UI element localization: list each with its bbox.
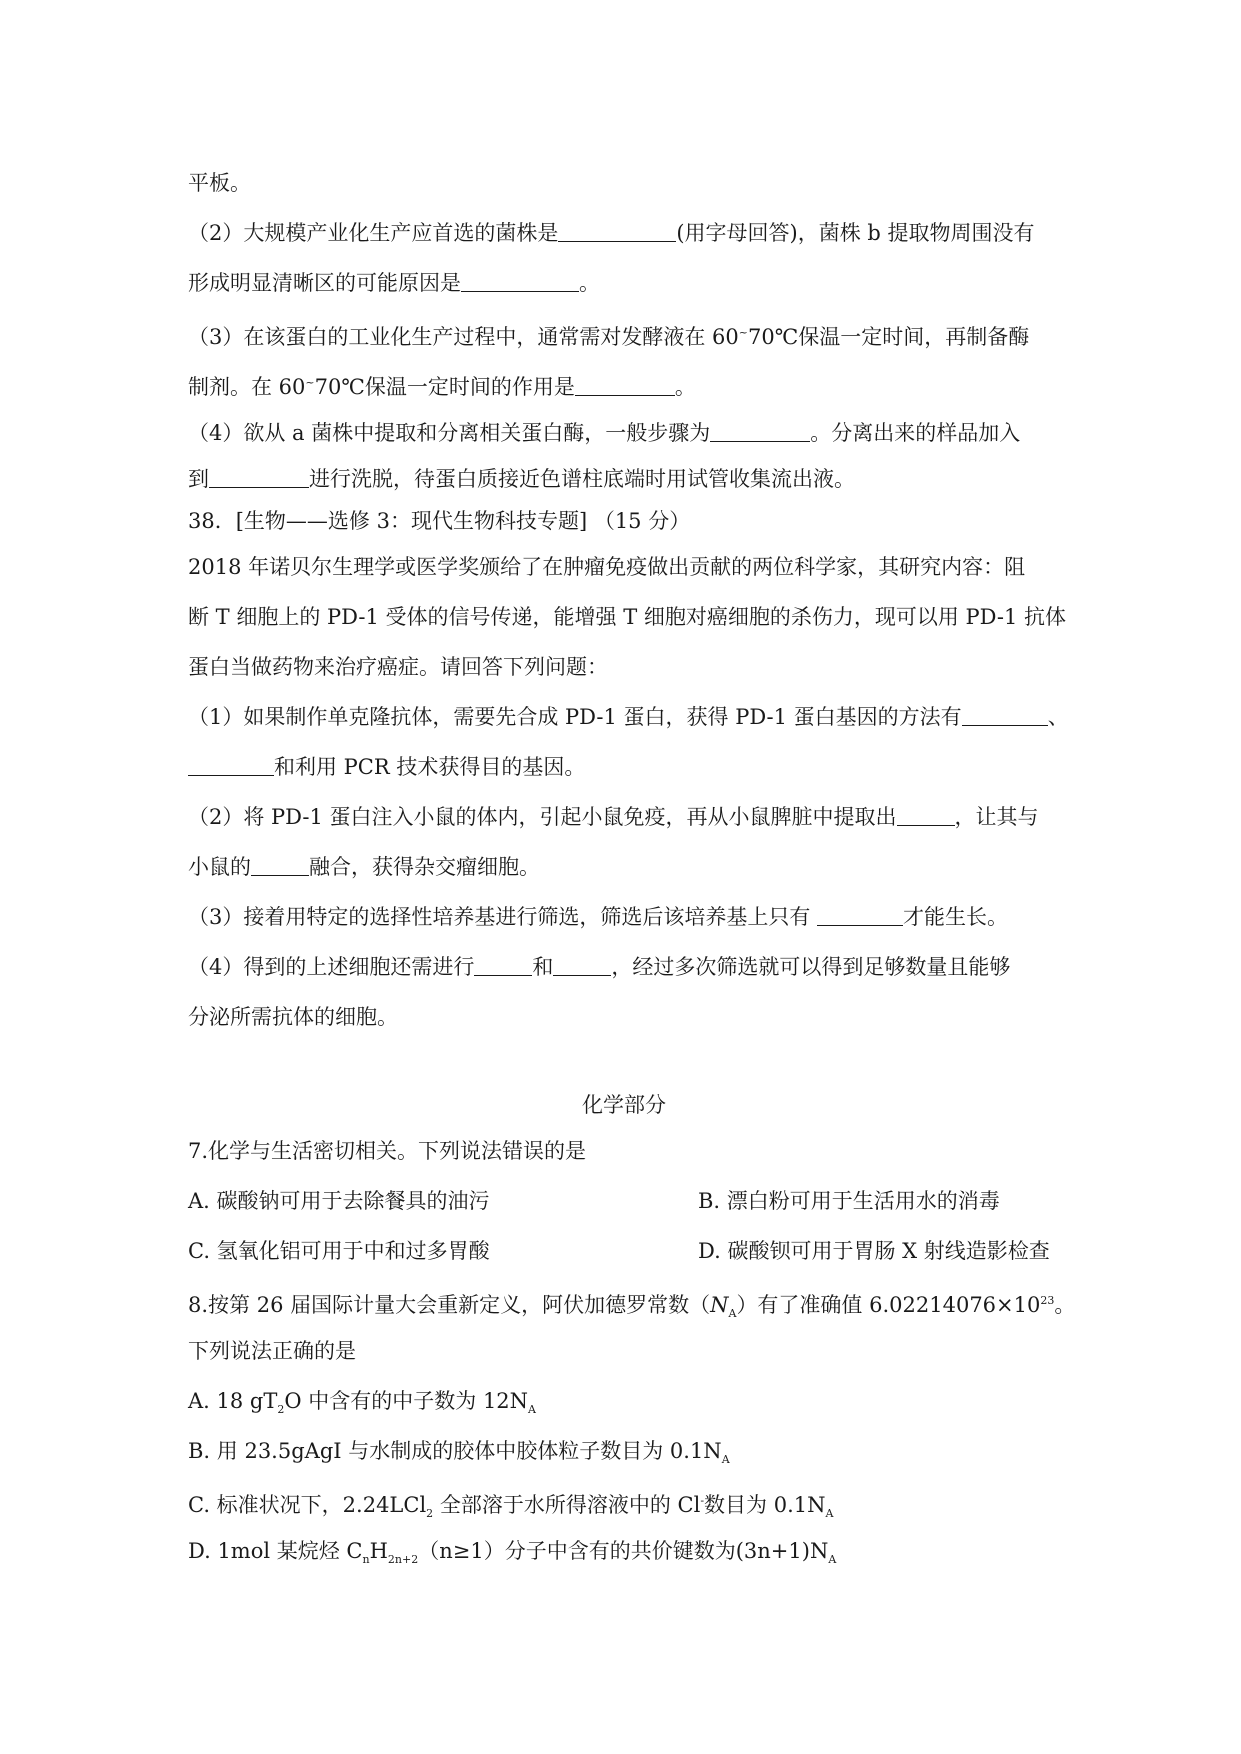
answer-blank[interactable] [188,753,274,776]
bio-q4-line-1: （4）欲从 a 菌株中提取和分离相关蛋白酶，一般步骤为 。分离出来的样品加入 [188,421,1021,445]
answer-blank[interactable] [553,953,611,976]
question-38-title: 38．[生物——选修 3：现代生物科技专题] （15 分） [188,509,691,533]
bio-line-1: 平板。 [188,171,251,195]
q38-s4-line-1: （4）得到的上述细胞还需进行 和 ，经过多次筛选就可以得到足够数量且能够 [188,955,1011,979]
page-content [188,158,1076,1576]
q38-s1-line-2: 和利用 PCR 技术获得目的基因。 [188,742,1060,792]
answer-blank[interactable] [575,373,675,396]
q7-option-b[interactable]: B. 漂白粉可用于生活用水的消毒 [698,1189,1000,1213]
answer-blank[interactable] [461,269,579,292]
bio-q3-line-2: 制剂。在 60~70℃保温一定时间的作用是 。 [188,375,696,399]
answer-blank[interactable] [209,465,309,488]
q38-s1-line-1: （1）如果制作单克隆抗体，需要先合成 PD-1 蛋白，获得 PD-1 蛋白基因的方法有 、 [188,705,1069,729]
q8-option-b[interactable]: B. 用 23.5gAgI 与水制成的胶体中胶体粒子数目为 $0.1N_A$ [188,1439,730,1467]
chem-q8-line-2: 下列说法正确的是 [188,1339,356,1363]
q8-option-a[interactable]: A. 18 $gT_2O$ 中含有的中子数为 $12N_A$ [188,1389,536,1417]
q38-intro-line-2: 断 T 细胞上的 PD-1 受体的信号传递，能增强 T 细胞对癌细胞的杀伤力，现可以用 PD-1 抗体 [188,605,1067,629]
q38-intro-line-1: 2018 年诺贝尔生理学或医学奖颁给了在肿瘤免疫做出贡献的两位科学家，其研究内容：阻 [188,555,1026,579]
answer-blank[interactable] [474,953,532,976]
q7-option-d[interactable]: D. 碳酸钡可用于胃肠 X 射线造影检查 [698,1239,1050,1263]
section-gap [188,1042,1060,1084]
q8-option-c[interactable]: C. 标准状况下，2.24LCl$_2$ 全部溶于水所得溶液中的 Cl-数目为 $0.1N_A$ [188,1493,834,1521]
q7-options-row-1 [188,1176,1060,1226]
q8-option-d[interactable]: D. 1mol 某烷烃 $C_nH_{2n+2}(n\ge 1)$分子中含有的共价键数为$(3n+1)N_A$ [188,1539,837,1567]
answer-blank[interactable] [962,703,1048,726]
q38-s2-line-2: 小鼠的 融合，获得杂交瘤细胞。 [188,855,540,879]
chem-q8-line-1: 8.按第 26 届国际计量大会重新定义，阿伏加德罗常数$(N_A)$有了准确值 $6.02214076\times 10^{23}$。 [188,1293,1076,1321]
answer-blank[interactable] [817,903,903,926]
bio-q4-line-2: 到 进行洗脱，待蛋白质接近色谱柱底端时用试管收集流出液。 [188,467,855,491]
q7-option-a[interactable]: A. 碳酸钠可用于去除餐具的油污 [188,1189,490,1213]
q38-s2-line-1: （2）将 PD-1 蛋白注入小鼠的体内，引起小鼠免疫，再从小鼠脾脏中提取出 ，让其与 [188,805,1039,829]
chem-q7: 7.化学与生活密切相关。下列说法错误的是 [188,1139,587,1163]
answer-blank[interactable] [710,419,810,442]
q38-intro-line-3: 蛋白当做药物来治疗癌症。请回答下列问题： [188,655,608,679]
q38-s3-line: （3）接着用特定的选择性培养基进行筛选，筛选后该培养基上只有 才能生长。 [188,905,1009,929]
q7-options-row-2 [188,1226,1060,1276]
bio-q2-line-2: 形成明显清晰区的可能原因是 。 [188,271,600,295]
bio-q3-line-1: （3）在该蛋白的工业化生产过程中，通常需对发酵液在 60~70℃保温一定时间，再制备酶 [188,325,1030,349]
answer-blank[interactable] [251,853,309,876]
q38-s4-line-2: 分泌所需抗体的细胞。 [188,1005,398,1029]
chem-heading: 化学部分 [582,1093,666,1117]
q7-option-c[interactable]: C. 氢氧化铝可用于中和过多胃酸 [188,1239,490,1263]
answer-blank[interactable] [897,803,955,826]
answer-blank[interactable] [558,219,676,242]
bio-q2-line-1: （2）大规模产业化生产应首选的菌株是 (用字母回答)，菌株 b 提取物周围没有 [188,221,1035,245]
